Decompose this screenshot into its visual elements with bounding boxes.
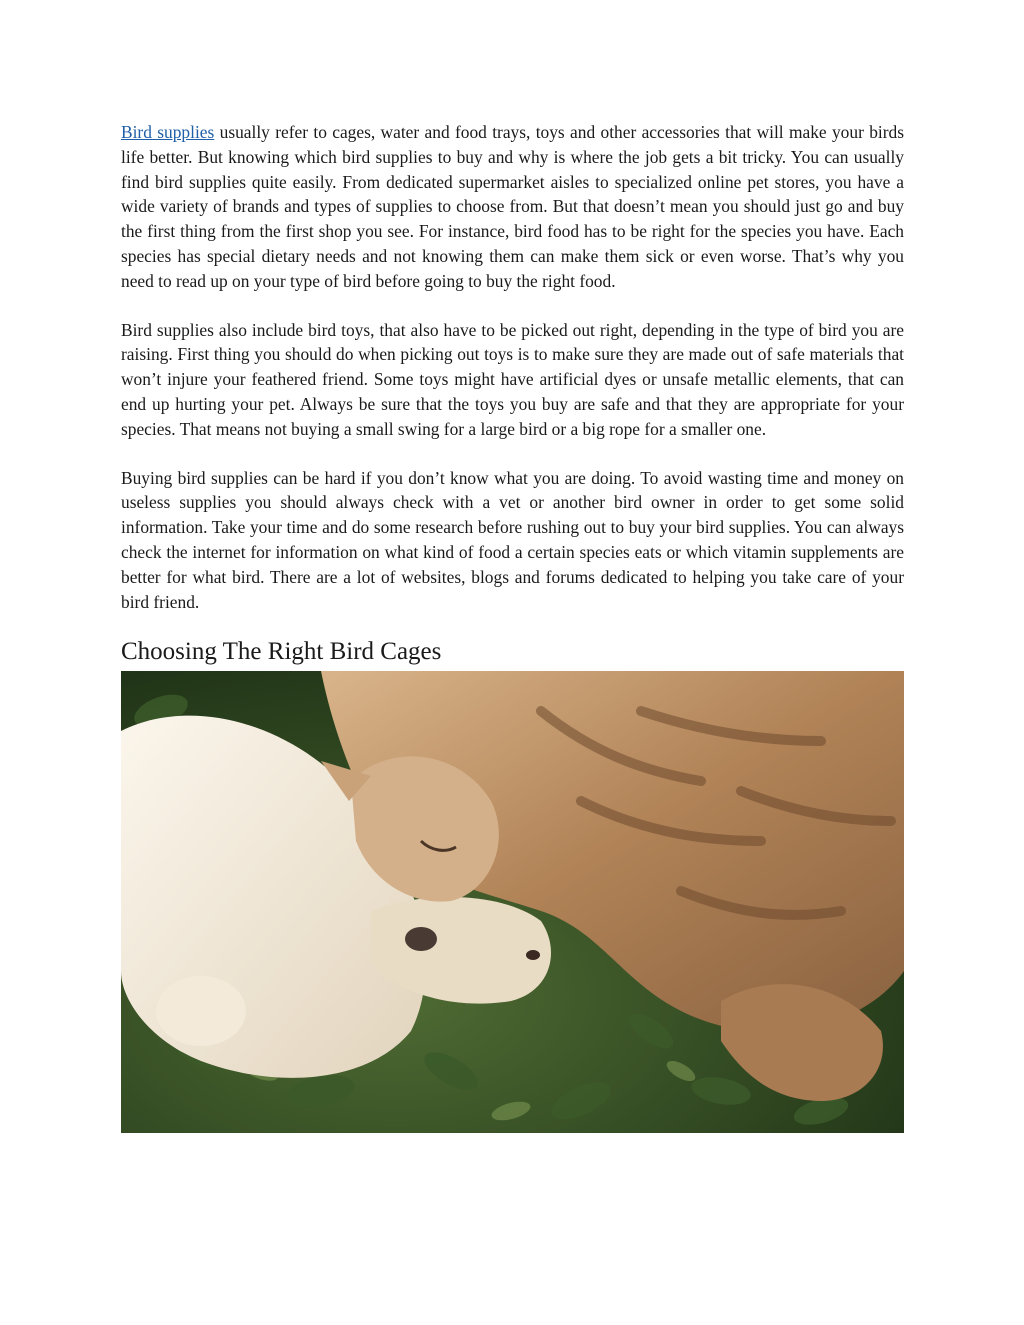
- paragraph-intro: [121, 120, 904, 294]
- bird-supplies-link[interactable]: Bird supplies: [121, 122, 215, 142]
- section-heading: Choosing The Right Bird Cages: [121, 638, 442, 666]
- dog-eye: [526, 950, 540, 960]
- article: [121, 120, 904, 1133]
- dog-paw: [156, 976, 246, 1046]
- paragraph-buying: Buying bird supplies can be hard if you don’t know what you are doing. To avoid wasting time and money on useless supplies you should always check with a vet or another bird owner in order to get some solid information. Take your time and do some research before rushing out to buy your bird supplies. You can always check the internet for information on what kind of food a certain species eats or which vitamin supplements are better for what bird. There are a lot of websites, blogs and forums dedicated to helping you take care of your bird friend.: [121, 467, 904, 612]
- dog-nose: [405, 927, 437, 951]
- paragraph-intro-text: usually refer to cages, water and food trays, toys and other accessories that will make your birds life better. But knowing which bird supplies to buy and why is where the job gets a bit tricky. You can usually find bird supplies quite easily. From dedicated supermarket aisles to specialized online pet stores, you have a wide variety of brands and types of supplies to choose from. But that doesn’t mean you should just go and buy the first thing from the first shop you see. For instance, bird food has to be right for the species you have. Each species has special dietary needs and not knowing them can make them sick or even worse. That’s why you need to read up on your type of bird before going to buy the right food.: [121, 122, 904, 291]
- photo-illustration: [121, 671, 904, 1133]
- paragraph-toys: Bird supplies also include bird toys, that also have to be picked out right, depending in the type of bird you are raising. First thing you should do when picking out toys is to make sure they are made out of safe materials that won’t injure your feathered friend. Some toys might have artificial dyes or unsafe metallic elements, that can end up hurting your pet. Always be sure that the toys you buy are safe and that they are appropriate for your species. That means not buying a small swing for a large bird or a big rope for a smaller one.: [121, 319, 904, 439]
- cat-and-dog-photo: [121, 671, 904, 1133]
